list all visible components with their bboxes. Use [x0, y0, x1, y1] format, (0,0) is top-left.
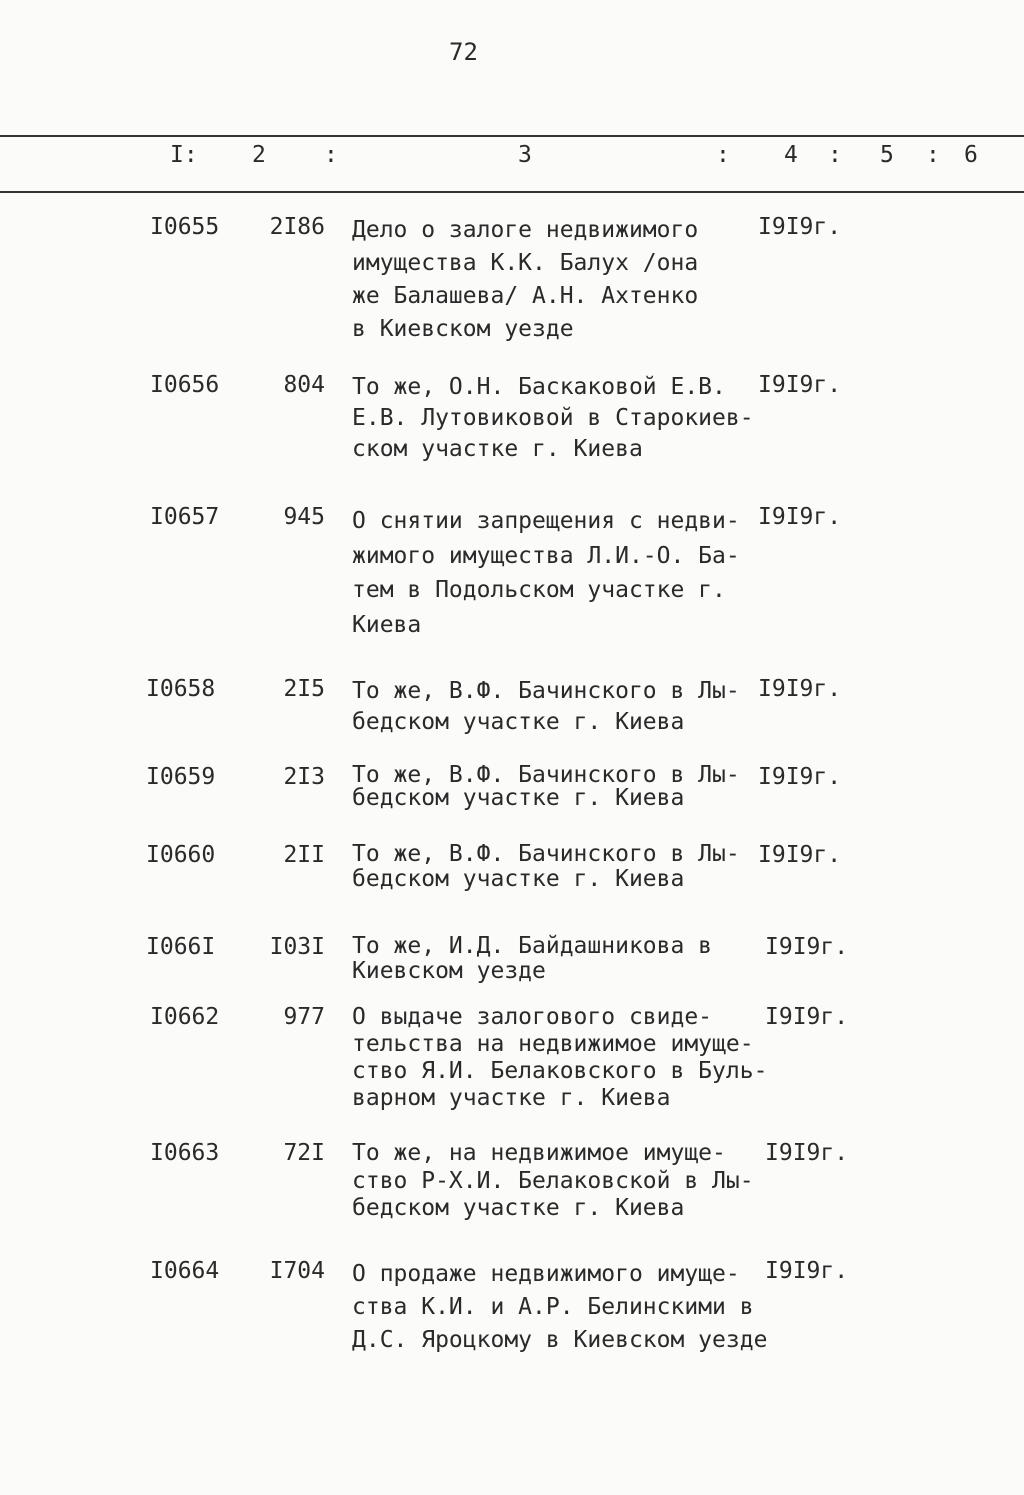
header-bottom-rule — [0, 191, 1024, 193]
entry-number: I0655 — [150, 214, 220, 240]
entry-year: I9I9г. — [765, 1004, 849, 1030]
column-header: : — [324, 142, 338, 168]
entry-year: I9I9г. — [758, 842, 842, 868]
description-line: О выдаче залогового свиде- — [352, 1004, 713, 1030]
entry-number: I066I — [146, 934, 216, 960]
entry-code: 945 — [283, 504, 325, 530]
entry-number: I0663 — [150, 1140, 220, 1166]
entry-description — [352, 842, 740, 892]
column-header: : — [828, 142, 842, 168]
entry-number: I0662 — [150, 1004, 220, 1030]
column-header: 5 — [880, 142, 894, 168]
description-line: То же, В.Ф. Бачинского в Лы- — [352, 678, 740, 704]
entry-description — [352, 1258, 767, 1357]
entry-year: I9I9г. — [758, 676, 842, 702]
description-line: То же, В.Ф. Бачинского в Лы- — [352, 762, 740, 788]
description-line: бедском участке г. Киева — [352, 866, 685, 892]
description-line: ском участке г. Киева — [352, 436, 643, 462]
entry-year: I9I9г. — [765, 934, 849, 960]
description-line: жимого имущества Л.И.-О. Ба- — [352, 542, 740, 569]
column-header: 3 — [518, 142, 532, 168]
description-line: в Киевском уезде — [352, 316, 574, 342]
description-line: Киевском уезде — [352, 958, 546, 984]
entry-year: I9I9г. — [758, 504, 842, 530]
entry-description — [352, 1004, 767, 1112]
entry-description — [352, 676, 740, 738]
entry-code: 804 — [283, 372, 325, 398]
entry-description — [352, 1140, 754, 1223]
description-line: Дело о залоге недвижимого — [352, 217, 699, 243]
description-line: ство Я.И. Белаковского в Буль- — [352, 1058, 768, 1084]
description-line: Е.В. Лутовиковой в Старокиев- — [352, 405, 754, 431]
page-number: 72 — [449, 38, 478, 66]
entry-year: I9I9г. — [758, 372, 842, 398]
entry-code: 977 — [283, 1004, 325, 1030]
column-header: : — [926, 142, 940, 168]
entry-number: I0659 — [146, 764, 216, 790]
entry-year: I9I9г. — [765, 1258, 849, 1284]
entry-code: I03I — [269, 934, 325, 960]
entry-description — [352, 504, 740, 642]
description-line: Д.С. Яроцкому в Киевском уезде — [352, 1327, 768, 1353]
description-line: То же, В.Ф. Бачинского в Лы- — [352, 841, 740, 867]
entry-number: I0660 — [146, 842, 216, 868]
column-header: 4 — [784, 142, 798, 168]
description-line: ства К.И. и А.Р. Белинскими в — [352, 1294, 754, 1320]
entry-code: 2I3 — [283, 764, 325, 790]
entry-number: I0656 — [150, 372, 220, 398]
column-header: 6 — [964, 142, 978, 168]
entry-description — [352, 372, 754, 465]
column-header: : — [716, 142, 730, 168]
entry-year: I9I9г. — [765, 1140, 849, 1166]
description-line: варном участке г. Киева — [352, 1085, 671, 1111]
entry-number: I0658 — [146, 676, 216, 702]
entry-code: 2II — [283, 842, 325, 868]
entry-year: I9I9г. — [758, 214, 842, 240]
entry-code: 72I — [283, 1140, 325, 1166]
description-line: бедском участке г. Киева — [352, 709, 685, 735]
column-header: I: — [170, 142, 198, 168]
entry-number: I0657 — [150, 504, 220, 530]
description-line: О снятии запрещения с недви- — [352, 508, 740, 534]
entry-description — [352, 764, 740, 810]
entry-description — [352, 214, 698, 346]
description-line: имущества К.К. Балух /она — [352, 250, 699, 276]
entry-code: 2I5 — [283, 676, 325, 702]
description-line: Киева — [352, 611, 422, 638]
description-line: То же, на недвижимое имуще- — [352, 1140, 726, 1166]
column-header: 2 — [252, 142, 266, 168]
entry-code: 2I86 — [269, 214, 325, 240]
entry-description — [352, 934, 712, 984]
header-top-rule — [0, 135, 1024, 137]
description-line: ство Р-Х.И. Белаковской в Лы- — [352, 1167, 754, 1194]
description-line: тельства на недвижимое имуще- — [352, 1031, 754, 1057]
entry-year: I9I9г. — [758, 764, 842, 790]
description-line: тем в Подольском участке г. — [352, 577, 726, 603]
description-line: бедском участке г. Киева — [352, 1195, 685, 1221]
description-line: бедском участке г. Киева — [352, 785, 685, 811]
entry-code: I704 — [269, 1258, 325, 1284]
description-line: О продаже недвижимого имуще- — [352, 1261, 740, 1287]
description-line: же Балашева/ А.Н. Ахтенко — [352, 283, 699, 309]
entry-number: I0664 — [150, 1258, 220, 1284]
description-line: То же, И.Д. Байдашникова в — [352, 933, 713, 959]
description-line: То же, О.Н. Баскаковой Е.В. — [352, 374, 726, 400]
